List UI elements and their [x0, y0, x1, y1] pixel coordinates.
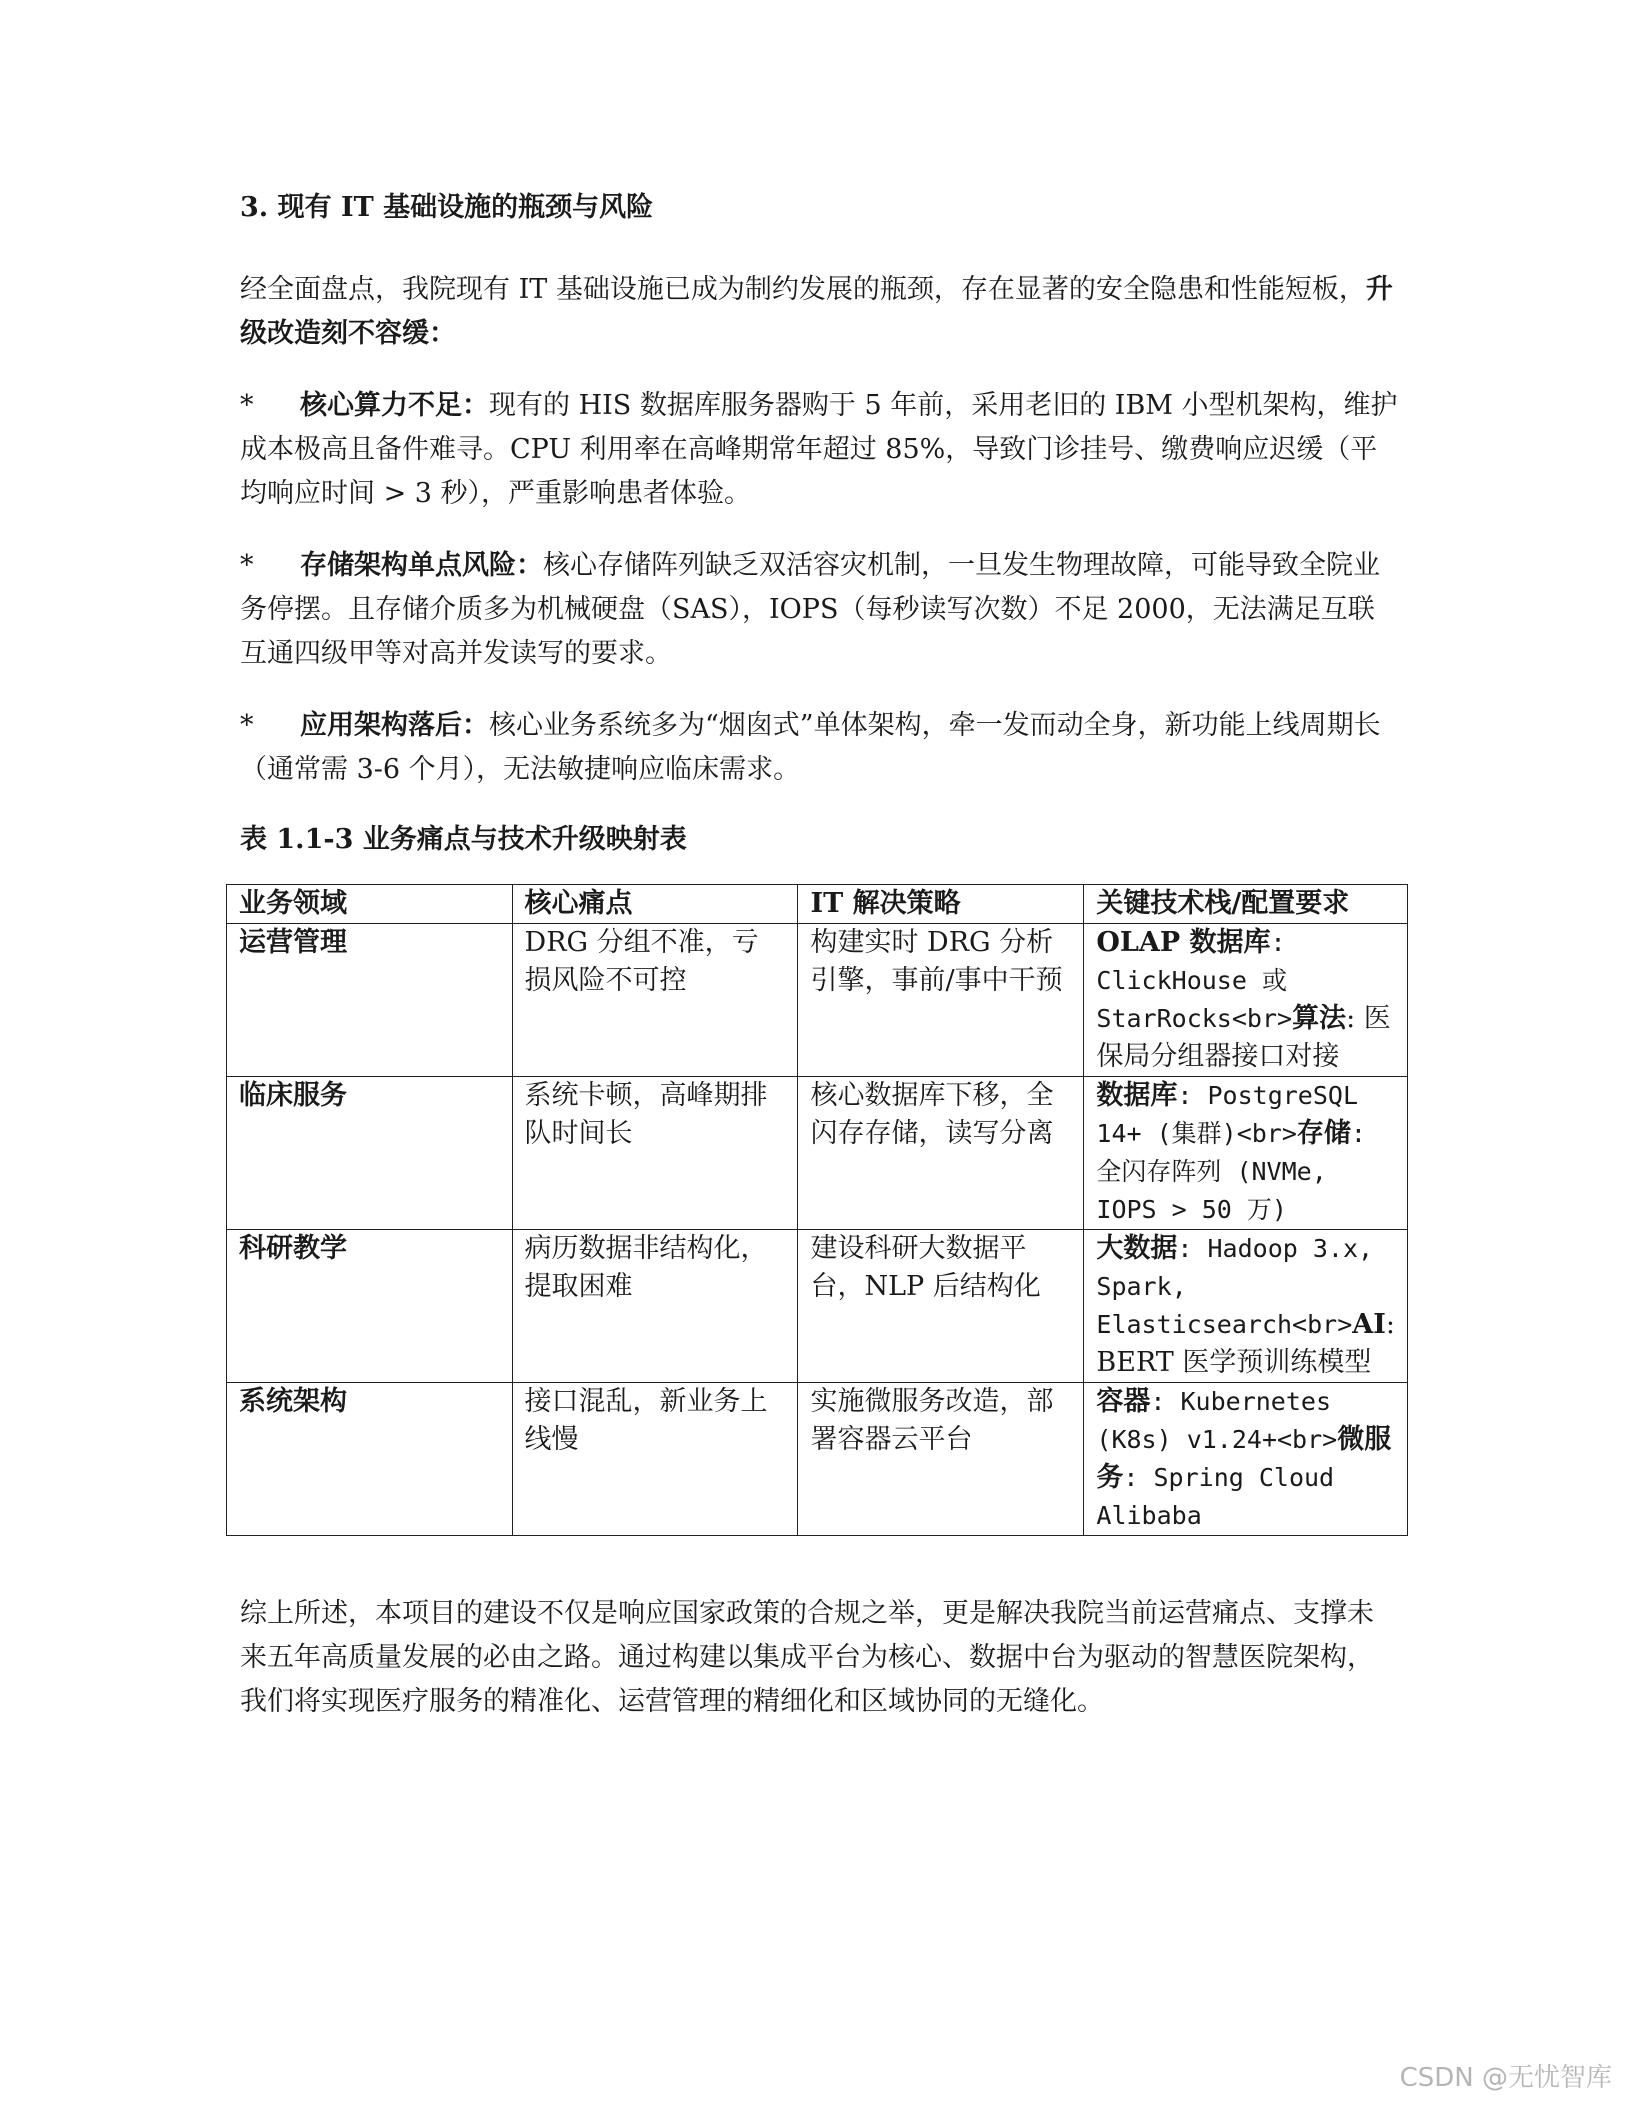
bullet-text: 现有的 HIS 数据库服务器购于 5 年前，采用老旧的 IBM 小型机架构，维护成本极高且备件难寻。CPU 利用率在高峰期常年超过 85%，导致门诊挂号、缴费响应迟缓（平均响应时间 > 3 秒），严重影响患者体验。 — [240, 390, 1398, 509]
bullet-marker: * — [240, 710, 254, 741]
intro-text: 经全面盘点，我院现有 IT 基础设施已成为制约发展的瓶颈，存在显著的安全隐患和性能短板， — [240, 274, 1366, 305]
stack-key: 容器 — [1096, 1386, 1151, 1417]
table-row — [227, 1077, 1408, 1230]
cell-domain: 系统架构 — [227, 1383, 513, 1536]
stack-key: 数据库 — [1096, 1080, 1178, 1111]
cell-domain: 科研教学 — [227, 1230, 513, 1383]
cell-stack — [1084, 924, 1408, 1077]
stack-key: 微服务 — [1096, 1424, 1392, 1493]
intro-bold-text: 升级改造刻不容缓： — [240, 274, 1393, 349]
cell-pain: 接口混乱，新业务上线慢 — [512, 1383, 798, 1536]
header-stack: 关键技术栈/配置要求 — [1084, 885, 1408, 924]
cell-strategy: 建设科研大数据平台，NLP 后结构化 — [798, 1230, 1084, 1383]
table-header-row — [227, 885, 1408, 924]
stack-value: : PostgreSQL 14+ (集群)<br> — [1096, 1081, 1359, 1148]
stack-key: AI — [1352, 1309, 1386, 1340]
header-domain: 业务领域 — [227, 885, 513, 924]
cell-domain: 运营管理 — [227, 924, 513, 1077]
bullet-item — [240, 704, 1400, 792]
mapping-table — [226, 884, 1408, 1536]
stack-key: 算法 — [1292, 1003, 1347, 1034]
stack-value: : BERT 医学预训练模型 — [1096, 1309, 1395, 1378]
bullet-item — [240, 544, 1400, 676]
cell-stack — [1084, 1077, 1408, 1230]
intro-paragraph — [240, 268, 1400, 356]
bullet-text: 核心存储阵列缺乏双活容灾机制，一旦发生物理故障，可能导致全院业务停摆。且存储介质多为机械硬盘（SAS），IOPS（每秒读写次数）不足 2000，无法满足互联互通四级甲等对高并发读写的要求。 — [240, 550, 1380, 669]
bullet-marker: * — [240, 550, 254, 581]
bullet-item — [240, 384, 1400, 516]
header-pain: 核心痛点 — [512, 885, 798, 924]
stack-value: : Kubernetes (K8s) v1.24+<br> — [1096, 1387, 1338, 1454]
table-row — [227, 924, 1408, 1077]
cell-stack — [1084, 1383, 1408, 1536]
cell-stack — [1084, 1230, 1408, 1383]
cell-pain: DRG 分组不准，亏损风险不可控 — [512, 924, 798, 1077]
header-strategy: IT 解决策略 — [798, 885, 1084, 924]
cell-strategy: 核心数据库下移，全闪存存储，读写分离 — [798, 1077, 1084, 1230]
cell-strategy: 实施微服务改造，部署容器云平台 — [798, 1383, 1084, 1536]
bullet-text: 核心业务系统多为“烟囱式”单体架构，牵一发而动全身，新功能上线周期长（通常需 3-6 个月），无法敏捷响应临床需求。 — [240, 710, 1381, 785]
bullet-title: 存储架构单点风险： — [300, 550, 543, 581]
table-row — [227, 1230, 1408, 1383]
cell-pain: 系统卡顿，高峰期排队时间长 — [512, 1077, 798, 1230]
section-heading: 3. 现有 IT 基础设施的瓶颈与风险 — [240, 192, 654, 223]
stack-value: : 全闪存阵列 (NVMe, IOPS > 50 万) — [1096, 1119, 1366, 1224]
bullet-title: 核心算力不足： — [300, 390, 489, 421]
table-caption: 表 1.1-3 业务痛点与技术升级映射表 — [240, 824, 687, 855]
stack-value: : 医保局分组器接口对接 — [1096, 1003, 1391, 1072]
stack-key: 存储 — [1296, 1118, 1351, 1149]
bullet-marker: * — [240, 390, 254, 421]
cell-strategy: 构建实时 DRG 分析引擎，事前/事中干预 — [798, 924, 1084, 1077]
table-row — [227, 1383, 1408, 1536]
stack-value: : Hadoop 3.x, Spark, Elasticsearch<br> — [1096, 1234, 1374, 1339]
watermark: CSDN @无忧智库 — [1399, 2063, 1612, 2093]
cell-pain: 病历数据非结构化，提取困难 — [512, 1230, 798, 1383]
cell-domain: 临床服务 — [227, 1077, 513, 1230]
stack-key: 大数据 — [1096, 1233, 1178, 1264]
stack-value: : Spring Cloud Alibaba — [1096, 1463, 1335, 1530]
summary-paragraph: 综上所述，本项目的建设不仅是响应国家政策的合规之举，更是解决我院当前运营痛点、支撑未来五年高质量发展的必由之路。通过构建以集成平台为核心、数据中台为驱动的智慧医院架构，我们将实现医疗服务的精准化、运营管理的精细化和区域协同的无缝化。 — [240, 1598, 1374, 1717]
stack-value: : ClickHouse 或 StarRocks<br> — [1096, 928, 1293, 1033]
document-page — [240, 188, 1400, 1751]
stack-key: OLAP 数据库 — [1096, 927, 1271, 958]
bullet-title: 应用架构落后： — [300, 710, 489, 741]
